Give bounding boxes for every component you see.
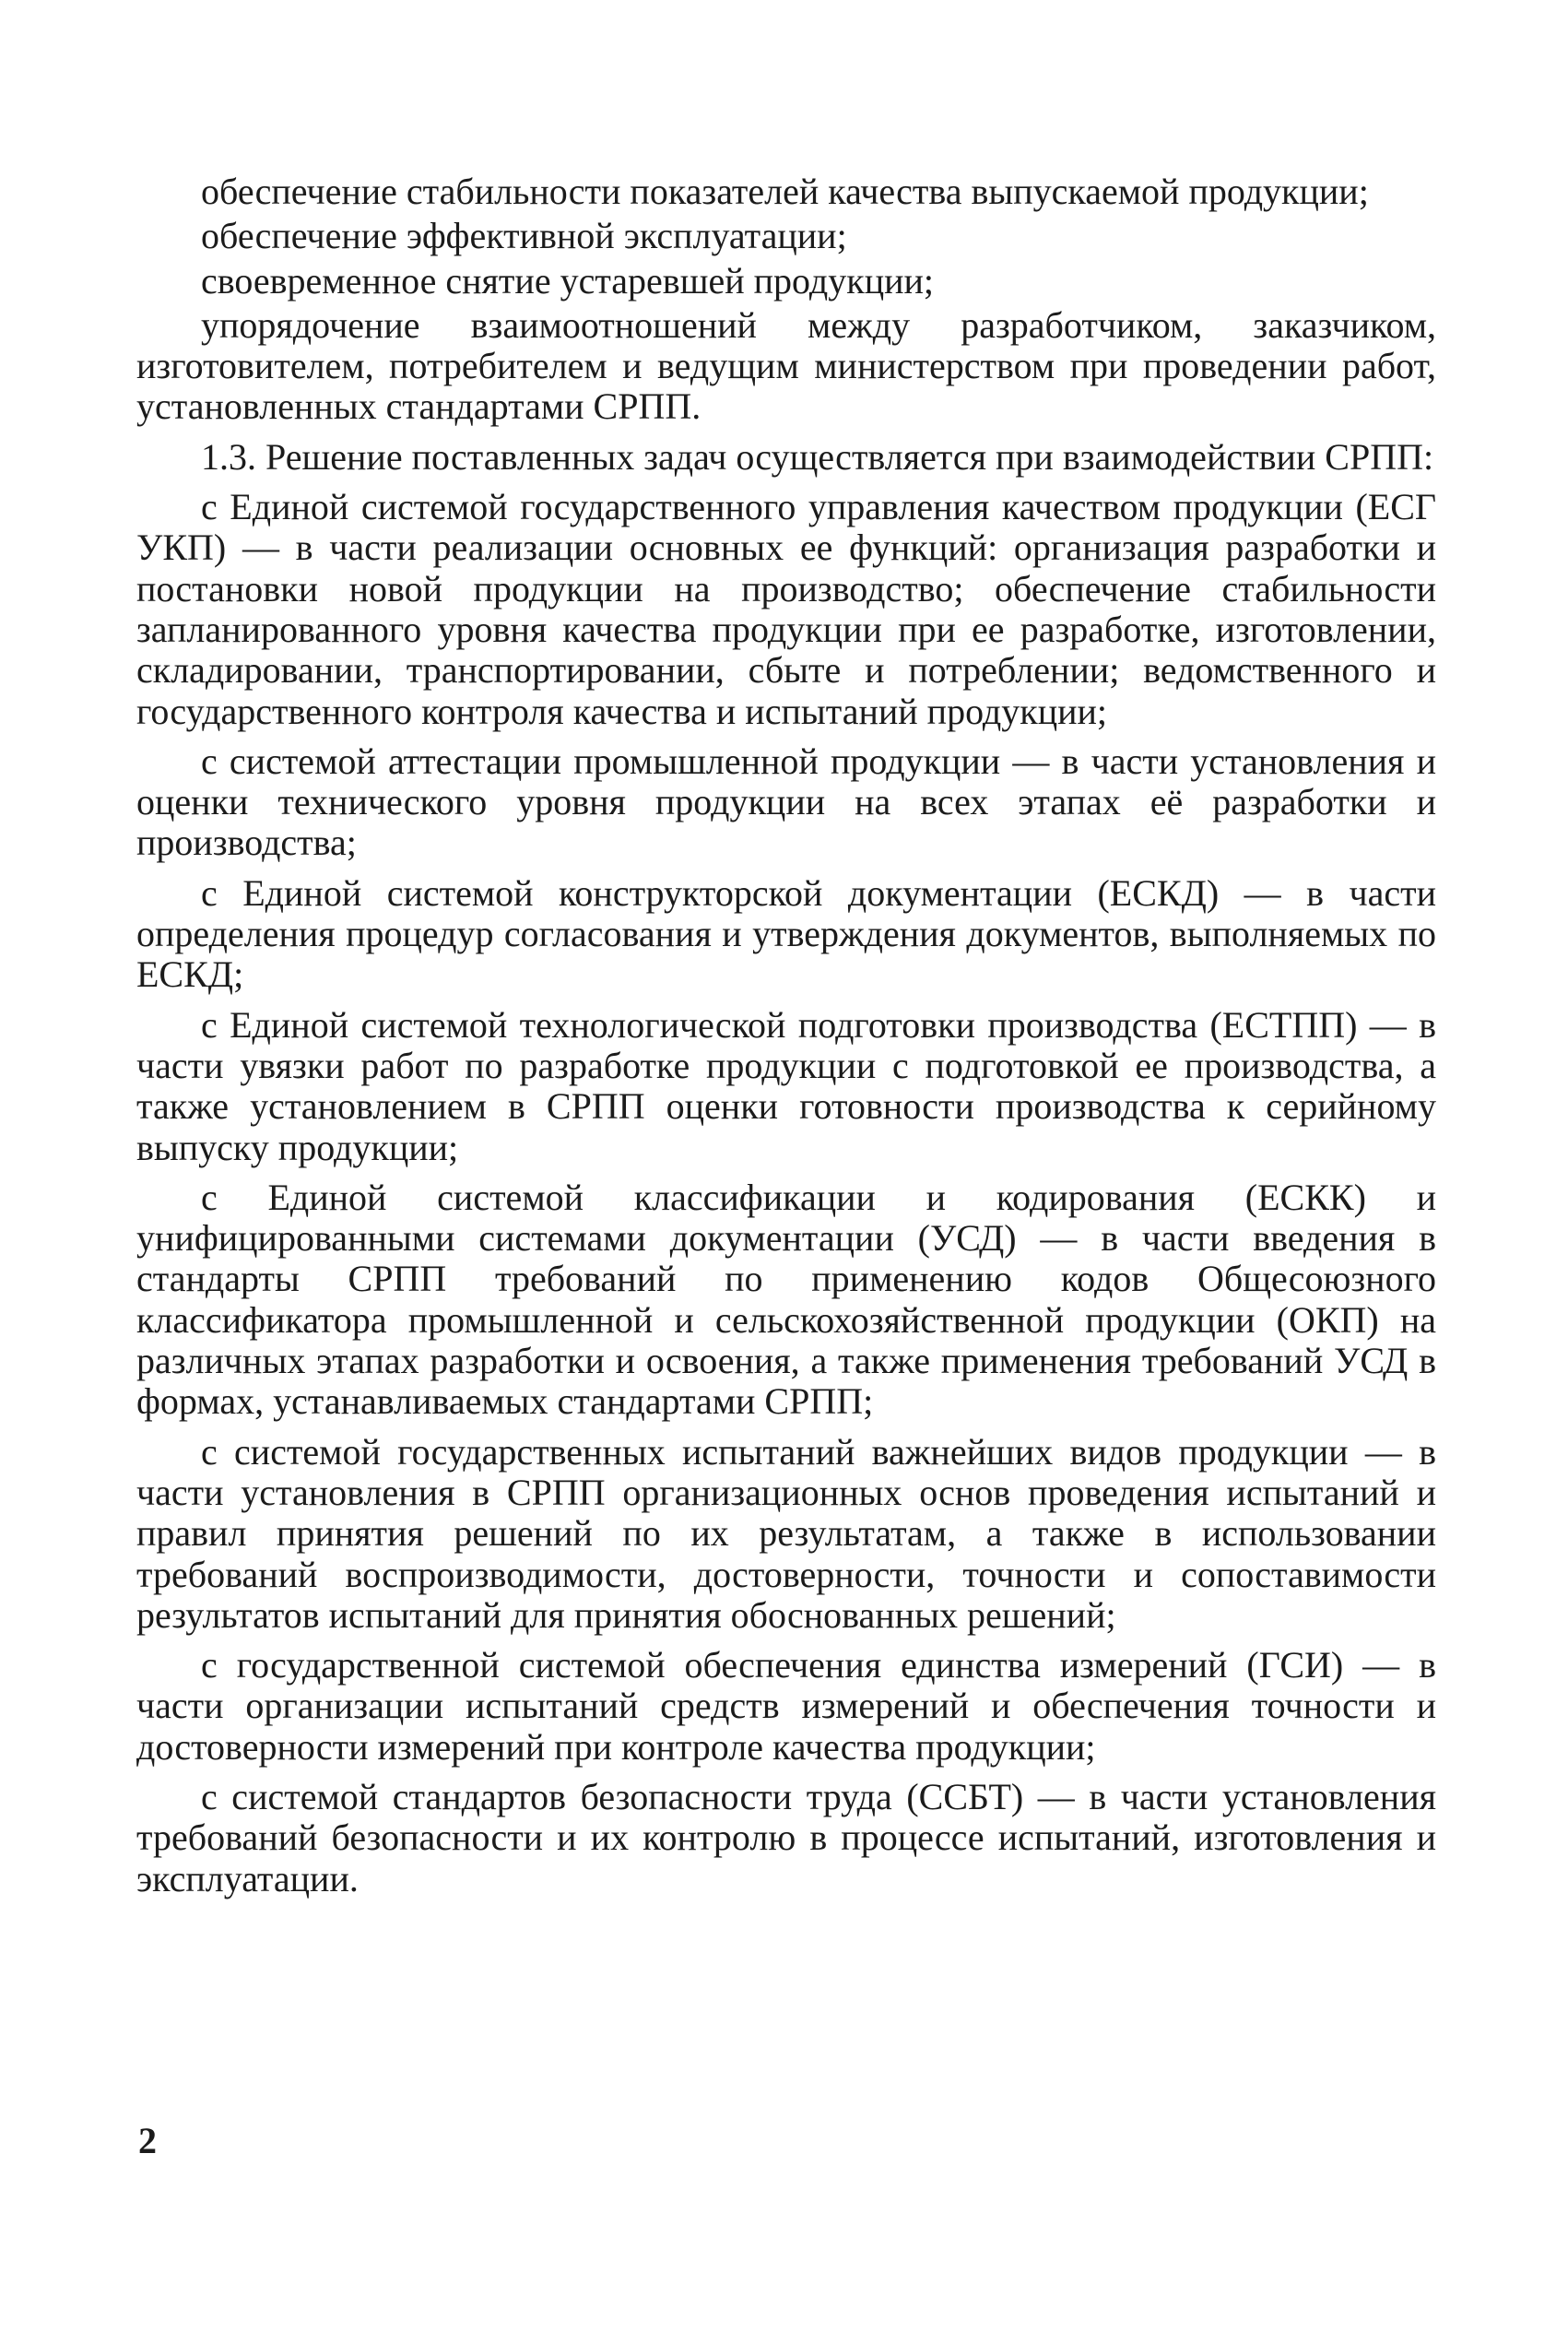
paragraph: с Единой системой государственного управления качеством продукции (ЕСГ УКП) — в части реализации основных ее функций: организация разработки и постановки новой продукции на производство; обеспечение стабильности запланированного уровня качества продукции при ее разработке, изготовлении, складировании, транспортировании, сбыте и потреблении; ведомственного и государственного контроля качества и испытаний продукции; xyxy=(136,486,1436,732)
paragraph: с системой стандартов безопасности труда (ССБТ) — в части установления требований безопасности и их контролю в процессе испытаний, изготовления и эксплуатации. xyxy=(136,1775,1436,1899)
paragraph: с системой государственных испытаний важнейших видов продукции — в части установления в СРПП организационных основ проведения испытаний и правил принятия решений по их результатам, а также в использовании требований воспроизводимости, достоверности, точности и сопоставимости результатов испытаний для принятия обоснованных решений; xyxy=(136,1430,1436,1636)
paragraph: с Единой системой конструкторской документации (ЕСКД) — в части определения процедур согласования и утверждения документов, выполняемых по ЕСКД; xyxy=(136,871,1436,996)
paragraph: с Единой системой технологической подготовки производства (ЕСТПП) — в части увязки работ по разработке продукции с подготовкой ее производства, а также установлением в СРПП оценки готовности производства к серийному выпуску продукции; xyxy=(136,1003,1436,1168)
page-number: 2 xyxy=(138,2120,157,2161)
paragraph: своевременное снятие устаревшей продукции; xyxy=(201,259,935,302)
paragraph: с системой аттестации промышленной продукции — в части установления и оценки технического уровня продукции на всех этапах её разработки и производства; xyxy=(136,740,1436,864)
paragraph: обеспечение эффективной эксплуатации; xyxy=(201,215,847,257)
paragraph: обеспечение стабильности показателей качества выпускаемой продукции; xyxy=(201,171,1369,212)
section-paragraph-1-3: 1.3. Решение поставленных задач осуществляется при взаимодействии СРПП: xyxy=(201,435,1434,478)
paragraph: с государственной системой обеспечения единства измерений (ГСИ) — в части организации испытаний средств измерений и обеспечения точности и достоверности измерений при контроле качества продукции; xyxy=(136,1644,1436,1768)
body-text xyxy=(136,172,1436,1909)
paragraph: упорядочение взаимоотношений между разработчиком, заказчиком, изготовителем, потребителем и ведущим министерством при проведении работ, установленных стандартами СРПП. xyxy=(136,303,1436,428)
paragraph: с Единой системой классификации и кодирования (ЕСКК) и унифицированными системами документации (УСД) — в части введения в стандарты СРПП требований по применению кодов Общесоюзного классификатора промышленной и сельскохозяйственной продукции (ОКП) на различных этапах разработки и освоения, а также применения требований УСД в формах, устанавливаемых стандартами СРПП; xyxy=(136,1176,1436,1423)
